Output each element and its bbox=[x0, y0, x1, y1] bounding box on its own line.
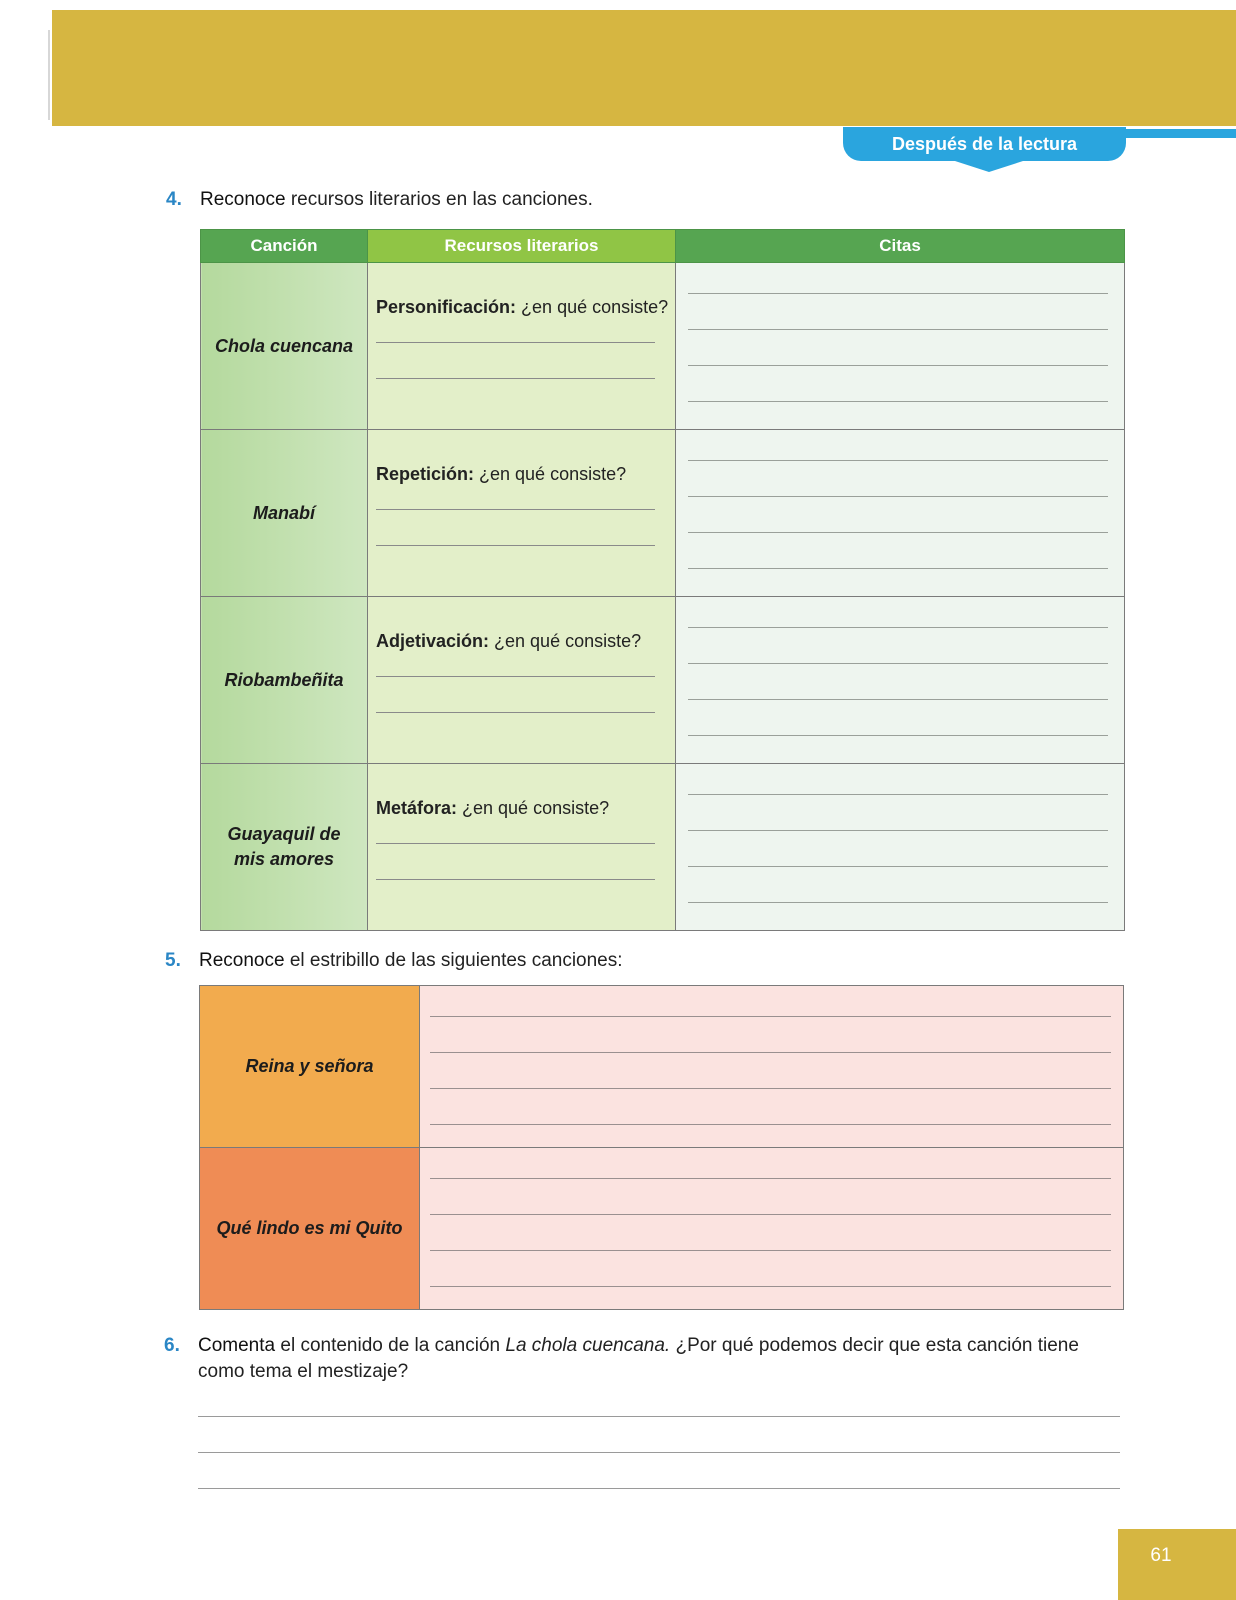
section-tab bbox=[843, 127, 1126, 161]
resource-prompt bbox=[376, 798, 675, 819]
answer-line[interactable] bbox=[376, 378, 655, 379]
answer-line[interactable] bbox=[430, 1214, 1111, 1215]
resource-question: ¿en qué consiste? bbox=[474, 464, 627, 484]
answer-line[interactable] bbox=[688, 663, 1108, 664]
resource-name: Adjetivación: bbox=[376, 631, 490, 651]
answer-line[interactable] bbox=[688, 627, 1108, 628]
song-title: La chola cuencana. bbox=[505, 1335, 671, 1356]
resource-question: ¿en qué consiste? bbox=[489, 631, 642, 651]
answer-line[interactable] bbox=[430, 1286, 1111, 1287]
resource-prompt bbox=[376, 297, 675, 318]
margin-mark bbox=[48, 30, 50, 120]
page-number bbox=[1118, 1529, 1236, 1600]
quotes-cell bbox=[676, 263, 1125, 430]
answer-line[interactable] bbox=[688, 699, 1108, 700]
answer-line[interactable] bbox=[688, 866, 1108, 867]
answer-line[interactable] bbox=[688, 735, 1108, 736]
resource-name: Personificación: bbox=[376, 297, 517, 317]
answer-line[interactable] bbox=[688, 293, 1108, 294]
answer-line[interactable] bbox=[376, 342, 655, 343]
table-row bbox=[201, 263, 1125, 430]
resource-question: ¿en qué consiste? bbox=[516, 297, 669, 317]
question-text: el estribillo de las siguientes canciones: bbox=[284, 950, 623, 971]
question-number: 4. bbox=[166, 189, 182, 210]
column-header-quotes: Citas bbox=[676, 230, 1125, 263]
question-4 bbox=[166, 187, 593, 213]
answer-line[interactable] bbox=[430, 1250, 1111, 1251]
question-verb: Reconoce bbox=[199, 950, 285, 971]
section-tab-label: Después de la lectura bbox=[891, 133, 1078, 154]
resource-name: Repetición: bbox=[376, 464, 475, 484]
answer-line[interactable] bbox=[376, 676, 655, 677]
resource-cell bbox=[368, 430, 676, 597]
resource-question: ¿en qué consiste? bbox=[457, 798, 610, 818]
table-row bbox=[201, 764, 1125, 931]
answer-line[interactable] bbox=[688, 496, 1108, 497]
answer-line[interactable] bbox=[430, 1124, 1111, 1125]
table-row bbox=[200, 1148, 1124, 1310]
question-text: el contenido de la canción bbox=[275, 1335, 506, 1356]
answer-line[interactable] bbox=[688, 830, 1108, 831]
answer-line[interactable] bbox=[688, 329, 1108, 330]
song-cell: Guayaquil de mis amores bbox=[201, 764, 368, 931]
question-text: recursos literarios en las canciones. bbox=[285, 189, 593, 210]
chorus-answer-cell bbox=[420, 1148, 1124, 1310]
answer-line[interactable] bbox=[376, 843, 655, 844]
chorus-answer-cell bbox=[420, 986, 1124, 1148]
answer-line[interactable] bbox=[688, 568, 1108, 569]
resource-cell bbox=[368, 597, 676, 764]
table-row bbox=[201, 597, 1125, 764]
answer-line[interactable] bbox=[430, 1052, 1111, 1053]
quotes-cell bbox=[676, 597, 1125, 764]
answer-line[interactable] bbox=[688, 401, 1108, 402]
answer-line[interactable] bbox=[688, 365, 1108, 366]
question-number: 6. bbox=[164, 1335, 180, 1356]
resource-prompt bbox=[376, 464, 675, 485]
section-tab-stripe bbox=[1126, 129, 1236, 138]
literary-resources-table bbox=[200, 229, 1125, 931]
answer-line[interactable] bbox=[430, 1178, 1111, 1179]
answer-line[interactable] bbox=[376, 509, 655, 510]
chorus-table bbox=[199, 985, 1124, 1310]
question-6 bbox=[164, 1333, 1124, 1385]
song-cell: Reina y señora bbox=[200, 986, 420, 1148]
answer-line[interactable] bbox=[688, 532, 1108, 533]
page-number-label: 61 bbox=[1150, 1544, 1172, 1566]
table-row bbox=[200, 986, 1124, 1148]
answer-line[interactable] bbox=[430, 1088, 1111, 1089]
answer-line[interactable] bbox=[430, 1016, 1111, 1017]
answer-line[interactable] bbox=[688, 460, 1108, 461]
resource-prompt bbox=[376, 631, 675, 652]
song-cell: Manabí bbox=[201, 430, 368, 597]
answer-line[interactable] bbox=[688, 902, 1108, 903]
answer-line[interactable] bbox=[198, 1452, 1120, 1453]
answer-line[interactable] bbox=[688, 794, 1108, 795]
answer-line[interactable] bbox=[376, 712, 655, 713]
top-color-band bbox=[52, 10, 1236, 126]
answer-line[interactable] bbox=[376, 879, 655, 880]
quotes-cell bbox=[676, 764, 1125, 931]
answer-line[interactable] bbox=[376, 545, 655, 546]
resource-cell bbox=[368, 263, 676, 430]
question-5 bbox=[165, 948, 623, 974]
answer-line[interactable] bbox=[198, 1488, 1120, 1489]
question-verb: Reconoce bbox=[200, 189, 286, 210]
quotes-cell bbox=[676, 430, 1125, 597]
column-header-song: Canción bbox=[201, 230, 368, 263]
resource-cell bbox=[368, 764, 676, 931]
table-row bbox=[201, 430, 1125, 597]
question-6-answer-lines bbox=[198, 1416, 1120, 1524]
question-number: 5. bbox=[165, 950, 181, 971]
question-text-continued: ¿Por qué podemos decir que esta canción tiene como tema el mestizaje? bbox=[198, 1335, 1079, 1382]
column-header-resources: Recursos literarios bbox=[368, 230, 676, 263]
song-cell: Qué lindo es mi Quito bbox=[200, 1148, 420, 1310]
song-cell: Riobambeñita bbox=[201, 597, 368, 764]
resource-name: Metáfora: bbox=[376, 798, 458, 818]
answer-line[interactable] bbox=[198, 1416, 1120, 1417]
question-verb: Comenta bbox=[198, 1335, 276, 1356]
song-cell: Chola cuencana bbox=[201, 263, 368, 430]
table-header-row bbox=[201, 230, 1125, 263]
